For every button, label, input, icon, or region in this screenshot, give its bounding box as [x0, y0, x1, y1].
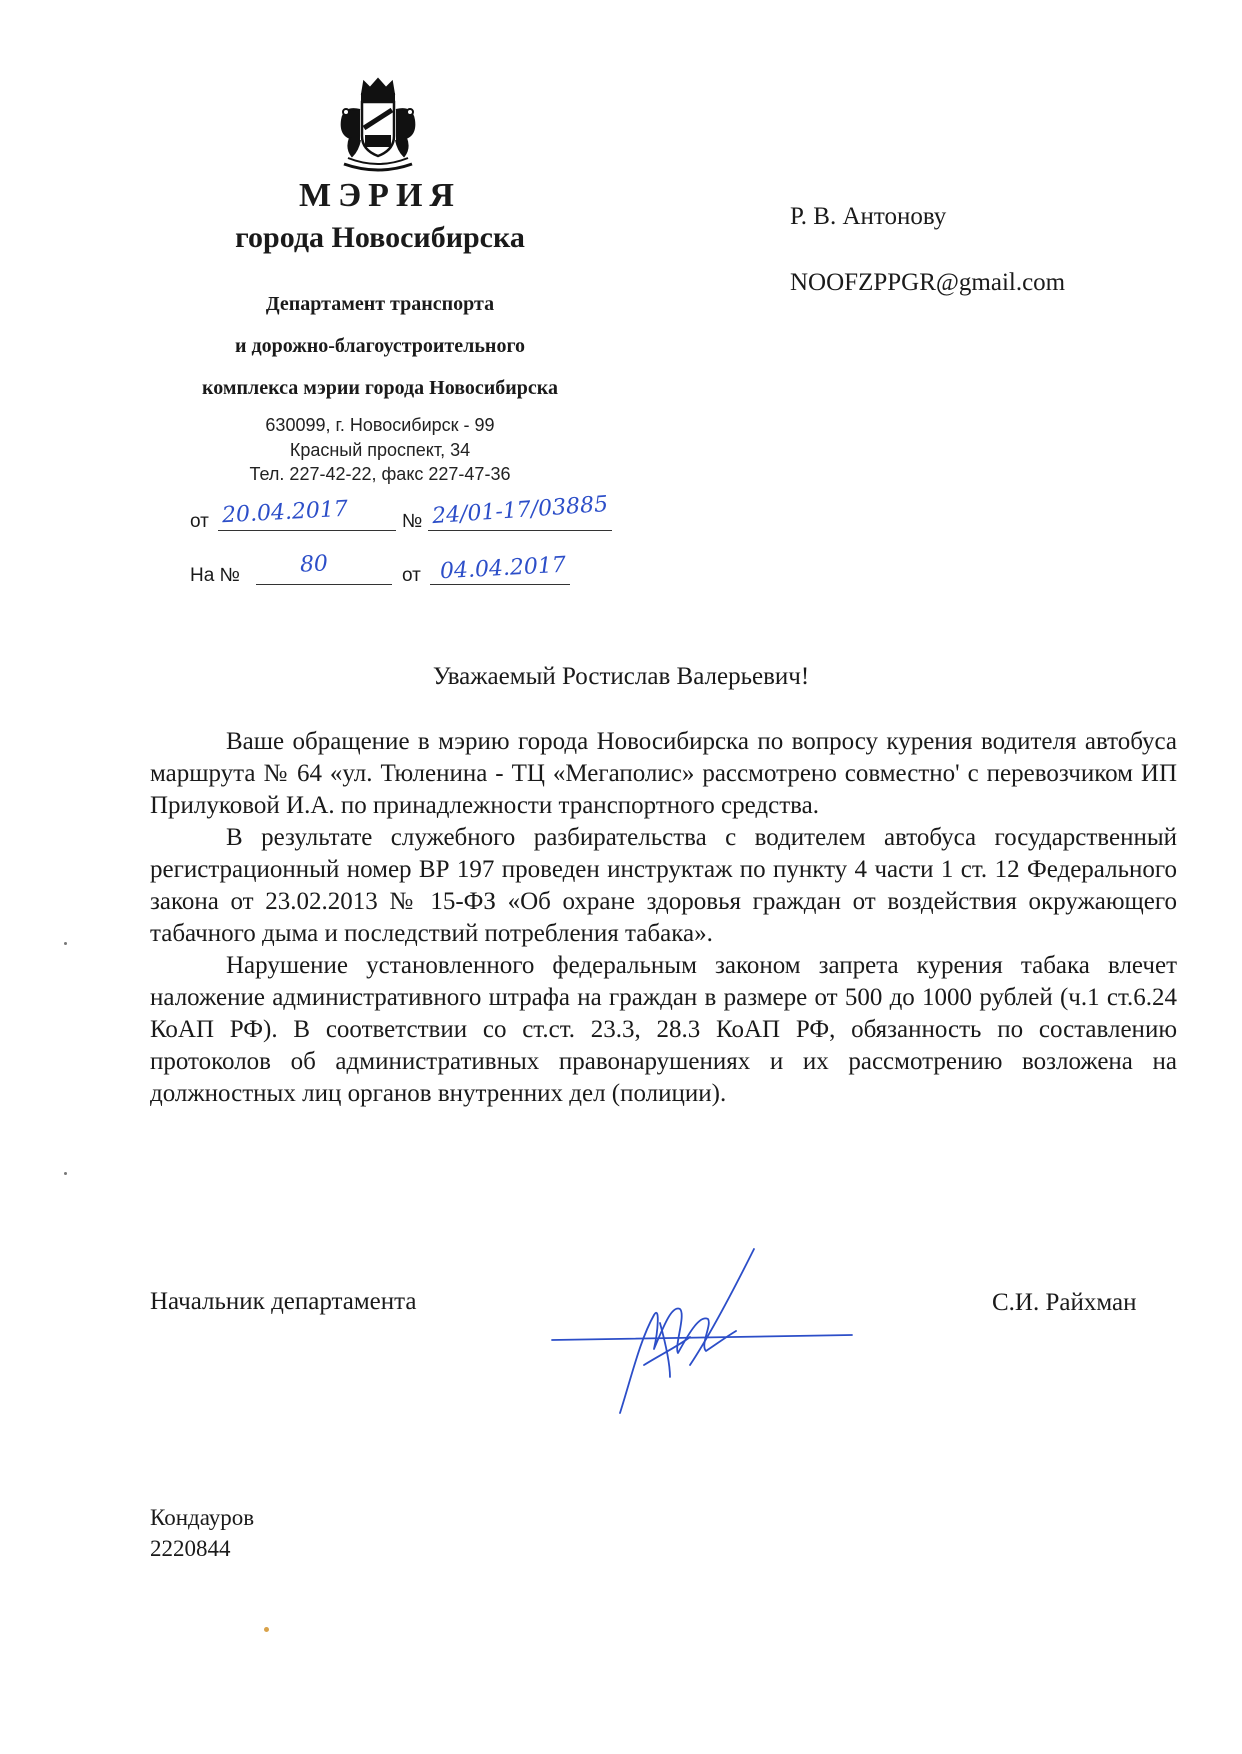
addressee-email: NOOFZPPGR@gmail.com [790, 269, 1066, 296]
number-handwritten: 24/01-17/03885 [431, 491, 609, 530]
body-paragraph-1: Ваше обращение в мэрию города Новосибирска по вопросу курения водителя автобуса маршрута № 64 «ул. Тюленина - ТЦ «Мегаполис» рассмотрено совместно' с перевозчиком ИП Прилуковой И.А. по принадлежности транспортного средства. [150, 728, 1177, 819]
number-label: № [402, 511, 423, 532]
scan-speck [264, 1627, 269, 1632]
addressee-name: Р. В. Антонову [790, 203, 947, 230]
department-line-3: комплекса мэрии города Новосибирска [201, 377, 559, 399]
org-title: МЭРИЯ [299, 177, 461, 214]
address-line-1: 630099, г. Новосибирск - 99 [265, 415, 495, 435]
from-date-underline [218, 530, 396, 531]
body-paragraph-2: В результате служебного разбирательства с водителем автобуса государственный регистрационный номер ВР 197 проведен инструктаж по пункту 4 части 1 ст. 12 Федерального закона от 23.02.2013 № 15-ФЗ «Об охране здоровья граждан от воздействия окружающего табачного дыма и последствий потребления табака». [150, 824, 1177, 947]
address-phone-fax: Тел. 227-42-22, факс 227-47-36 [249, 464, 511, 484]
department-line-2: и дорожно-благоустроительного [234, 335, 526, 357]
performer-name: Кондауров [150, 1505, 255, 1530]
ref-number-underline [256, 584, 392, 585]
number-underline [428, 530, 612, 531]
ref-date-handwritten: 04.04.2017 [439, 552, 567, 585]
address-line-2: Красный проспект, 34 [289, 440, 471, 460]
coat-of-arms-emblem [332, 76, 424, 178]
scan-speck [64, 1172, 67, 1175]
ref-date-label: от [402, 565, 421, 586]
department-line-1: Департамент транспорта [265, 293, 495, 315]
body-paragraph-3: Нарушение установленного федеральным законом запрета курения табака влечет наложение административного штрафа на граждан в размере от 500 до 1000 рублей (ч.1 ст.6.24 КоАП РФ). В соответствии со ст.ст. 23.3, 28.3 КоАП РФ, обязанность по составлению протоколов об административных правонарушениях и их рассмотрению возложена на должностных лиц органов внутренних дел (полиции). [150, 952, 1177, 1107]
signatory-position: Начальник департамента [150, 1288, 417, 1315]
ref-number-handwritten: 80 [299, 551, 329, 578]
org-city: города Новосибирска [235, 221, 525, 254]
from-date-handwritten: 20.04.2017 [221, 496, 349, 529]
ref-number-label: На № [190, 565, 240, 586]
handwritten-signature [540, 1245, 870, 1420]
from-date-label: от [190, 511, 209, 532]
letter-body [150, 726, 1177, 1110]
performer-phone: 2220844 [150, 1536, 231, 1561]
greeting: Уважаемый Ростислав Валерьевич! [432, 663, 810, 690]
signatory-name: С.И. Райхман [992, 1289, 1137, 1316]
scan-speck [64, 942, 67, 945]
